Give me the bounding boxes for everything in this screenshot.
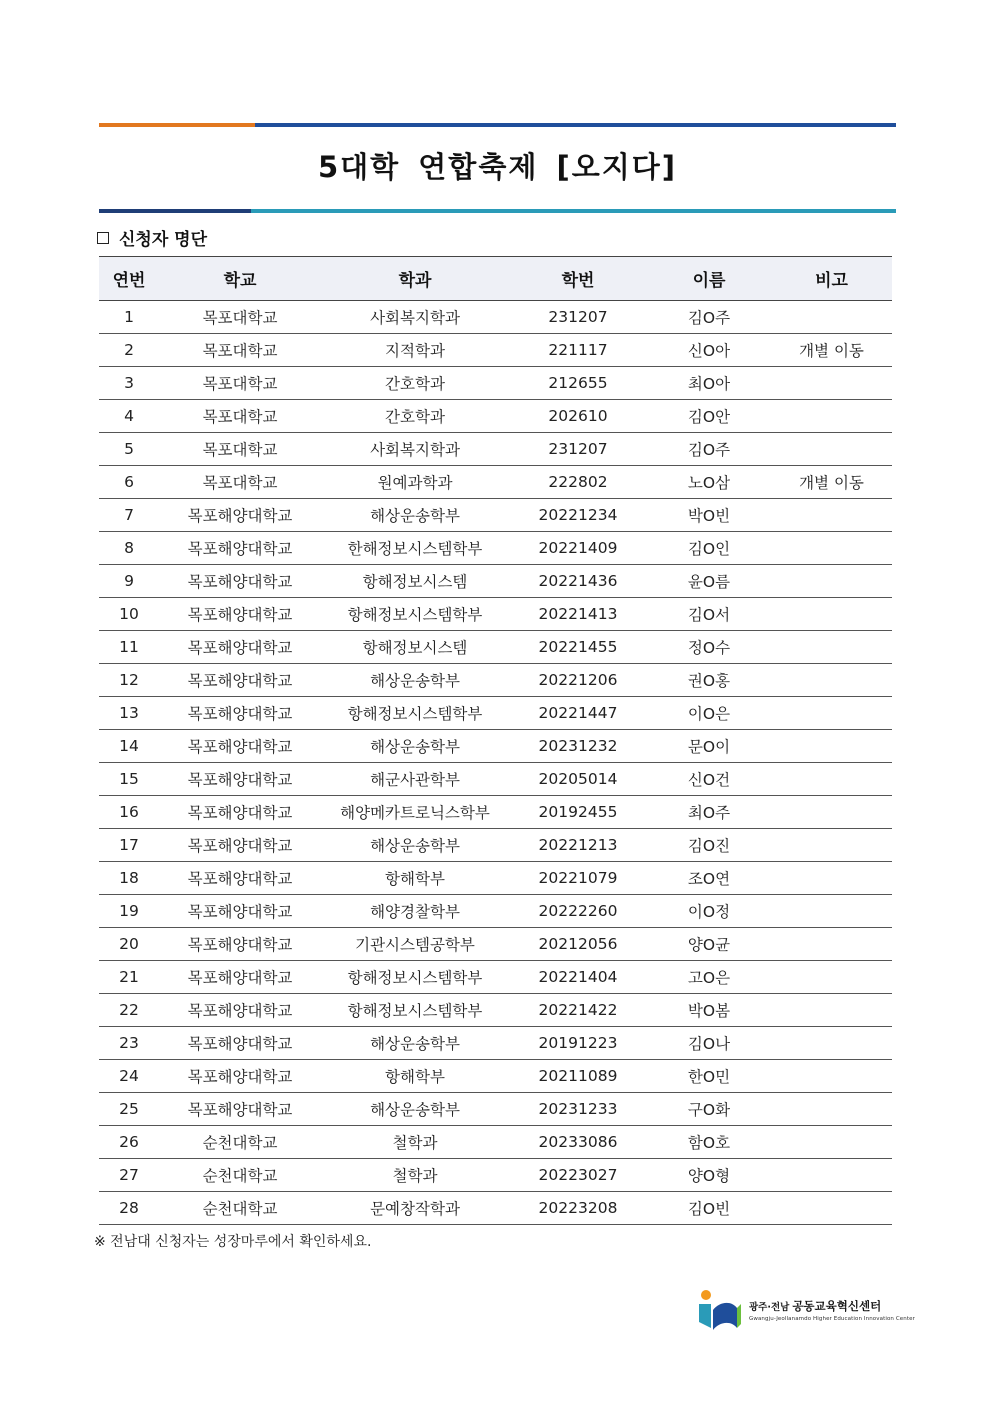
cell-student-id: 20221409 [509,532,647,565]
cell-name: 신O건 [647,763,771,796]
cell-department: 항해정보시스템학부 [321,961,509,994]
cell-department: 항해정보시스템학부 [321,598,509,631]
cell-student-id: 20221447 [509,697,647,730]
cell-number: 20 [99,928,159,961]
cell-name: 이O은 [647,697,771,730]
header-student-id: 학번 [509,257,647,301]
cell-number: 8 [99,532,159,565]
cell-school: 목포해양대학교 [159,829,321,862]
table-row [99,994,892,1027]
cell-department: 해상운송학부 [321,499,509,532]
cell-remarks [771,664,892,697]
cell-remarks [771,994,892,1027]
cell-name: 김O주 [647,433,771,466]
cell-school: 목포해양대학교 [159,697,321,730]
cell-number: 3 [99,367,159,400]
cell-number: 5 [99,433,159,466]
cell-name: 김O인 [647,532,771,565]
table-row [99,895,892,928]
table-row [99,499,892,532]
cell-school: 목포해양대학교 [159,499,321,532]
cell-school: 목포해양대학교 [159,631,321,664]
table-row [99,532,892,565]
cell-school: 목포대학교 [159,433,321,466]
cell-student-id: 231207 [509,301,647,334]
cell-number: 13 [99,697,159,730]
cell-student-id: 20221234 [509,499,647,532]
cell-remarks [771,895,892,928]
table-row [99,862,892,895]
cell-number: 28 [99,1192,159,1225]
cell-school: 목포대학교 [159,334,321,367]
person-book-logo-icon [697,1288,745,1334]
cell-name: 한O민 [647,1060,771,1093]
top-divider-blue [255,123,896,127]
cell-student-id: 20221455 [509,631,647,664]
cell-student-id: 202610 [509,400,647,433]
cell-remarks [771,631,892,664]
cell-school: 목포해양대학교 [159,1093,321,1126]
cell-school: 목포해양대학교 [159,994,321,1027]
cell-school: 목포해양대학교 [159,796,321,829]
cell-student-id: 212655 [509,367,647,400]
section-heading-label: 신청자 명단 [119,230,208,250]
cell-name: 권O홍 [647,664,771,697]
cell-number: 27 [99,1159,159,1192]
table-row [99,1027,892,1060]
table-row [99,928,892,961]
cell-student-id: 20212056 [509,928,647,961]
cell-department: 해상운송학부 [321,730,509,763]
cell-number: 18 [99,862,159,895]
cell-school: 목포해양대학교 [159,928,321,961]
table-row [99,631,892,664]
table-row [99,1192,892,1225]
cell-student-id: 20222260 [509,895,647,928]
cell-remarks [771,565,892,598]
table-row [99,301,892,334]
table-row [99,466,892,499]
table-row [99,664,892,697]
table-row [99,598,892,631]
cell-remarks [771,862,892,895]
cell-number: 26 [99,1126,159,1159]
cell-department: 문예창작학과 [321,1192,509,1225]
cell-department: 항해정보시스템학부 [321,697,509,730]
cell-department: 항해학부 [321,1060,509,1093]
table-row [99,433,892,466]
table-row [99,1126,892,1159]
cell-number: 17 [99,829,159,862]
cell-number: 15 [99,763,159,796]
cell-number: 10 [99,598,159,631]
header-name: 이름 [647,257,771,301]
applicant-table [99,256,892,1225]
cell-student-id: 20231232 [509,730,647,763]
cell-student-id: 20211089 [509,1060,647,1093]
cell-remarks [771,1060,892,1093]
cell-number: 21 [99,961,159,994]
cell-name: 최O주 [647,796,771,829]
cell-number: 14 [99,730,159,763]
table-row [99,730,892,763]
cell-department: 항해정보시스템 [321,631,509,664]
cell-name: 양O형 [647,1159,771,1192]
table-header-row [99,257,892,301]
cell-remarks: 개별 이동 [771,334,892,367]
logo-region: 광주·전남 [749,1302,790,1313]
cell-department: 해군사관학부 [321,763,509,796]
logo-text [749,1298,915,1322]
cell-name: 이O정 [647,895,771,928]
cell-name: 최O아 [647,367,771,400]
cell-name: 김O안 [647,400,771,433]
cell-department: 해상운송학부 [321,1027,509,1060]
cell-number: 7 [99,499,159,532]
top-divider-orange [99,123,255,127]
cell-school: 순천대학교 [159,1126,321,1159]
cell-number: 2 [99,334,159,367]
checkbox-square-icon [97,232,109,244]
cell-remarks [771,367,892,400]
cell-department: 사회복지학과 [321,433,509,466]
table-row [99,829,892,862]
cell-department: 지적학과 [321,334,509,367]
cell-student-id: 20205014 [509,763,647,796]
cell-name: 박O빈 [647,499,771,532]
cell-number: 1 [99,301,159,334]
cell-student-id: 20221436 [509,565,647,598]
table-row [99,961,892,994]
cell-school: 순천대학교 [159,1159,321,1192]
cell-remarks [771,499,892,532]
cell-name: 김O빈 [647,1192,771,1225]
cell-number: 9 [99,565,159,598]
page-title: 5대학 연합축제 [오지다] [317,150,677,184]
cell-school: 목포해양대학교 [159,598,321,631]
cell-student-id: 20221404 [509,961,647,994]
cell-student-id: 20223208 [509,1192,647,1225]
cell-number: 12 [99,664,159,697]
bottom-divider-bar [99,209,896,213]
cell-number: 22 [99,994,159,1027]
table-row [99,367,892,400]
cell-number: 6 [99,466,159,499]
table-row [99,1093,892,1126]
cell-school: 목포대학교 [159,400,321,433]
cell-school: 목포해양대학교 [159,1027,321,1060]
table-row [99,400,892,433]
section-heading [97,225,207,250]
logo-title [749,1298,915,1314]
cell-remarks [771,928,892,961]
cell-remarks [771,1027,892,1060]
cell-number: 25 [99,1093,159,1126]
cell-department: 간호학과 [321,400,509,433]
table-row [99,1159,892,1192]
cell-number: 23 [99,1027,159,1060]
cell-remarks [771,433,892,466]
cell-school: 목포해양대학교 [159,730,321,763]
cell-remarks [771,1126,892,1159]
cell-name: 박O봄 [647,994,771,1027]
header-number: 연번 [99,257,159,301]
cell-student-id: 20192455 [509,796,647,829]
cell-name: 윤O름 [647,565,771,598]
cell-student-id: 20231233 [509,1093,647,1126]
cell-number: 24 [99,1060,159,1093]
table-row [99,796,892,829]
cell-school: 목포해양대학교 [159,961,321,994]
cell-name: 김O진 [647,829,771,862]
cell-department: 해양경찰학부 [321,895,509,928]
cell-school: 목포해양대학교 [159,862,321,895]
cell-number: 16 [99,796,159,829]
table-row [99,334,892,367]
cell-remarks [771,763,892,796]
cell-remarks [771,697,892,730]
cell-remarks [771,532,892,565]
cell-name: 양O균 [647,928,771,961]
cell-department: 간호학과 [321,367,509,400]
cell-name: 김O서 [647,598,771,631]
footnote: ※ 전남대 신청자는 성장마루에서 확인하세요. [94,1234,372,1250]
header-department: 학과 [321,257,509,301]
cell-student-id: 20221213 [509,829,647,862]
cell-name: 정O수 [647,631,771,664]
center-logo [697,1288,915,1334]
cell-department: 해상운송학부 [321,664,509,697]
bottom-divider-teal [251,209,896,213]
cell-school: 목포해양대학교 [159,664,321,697]
table-row [99,1060,892,1093]
cell-student-id: 20223027 [509,1159,647,1192]
cell-name: 문O이 [647,730,771,763]
cell-remarks: 개별 이동 [771,466,892,499]
cell-student-id: 20191223 [509,1027,647,1060]
cell-school: 목포대학교 [159,301,321,334]
header-school: 학교 [159,257,321,301]
cell-student-id: 222802 [509,466,647,499]
cell-department: 항해학부 [321,862,509,895]
cell-remarks [771,1159,892,1192]
cell-school: 순천대학교 [159,1192,321,1225]
cell-school: 목포해양대학교 [159,532,321,565]
cell-student-id: 20221206 [509,664,647,697]
cell-department: 원예과학과 [321,466,509,499]
cell-remarks [771,1192,892,1225]
cell-school: 목포대학교 [159,367,321,400]
cell-school: 목포해양대학교 [159,895,321,928]
table-row [99,697,892,730]
cell-department: 한해정보시스템학부 [321,532,509,565]
cell-department: 철학과 [321,1126,509,1159]
cell-department: 항해정보시스템학부 [321,994,509,1027]
logo-english: Gwangju-Jeollanamdo Higher Education Innovation Center [749,1316,915,1322]
logo-name: 공동교육혁신센터 [792,1299,882,1313]
cell-department: 해상운송학부 [321,829,509,862]
cell-remarks [771,301,892,334]
cell-student-id: 20233086 [509,1126,647,1159]
cell-remarks [771,1093,892,1126]
cell-department: 사회복지학과 [321,301,509,334]
cell-number: 19 [99,895,159,928]
cell-remarks [771,961,892,994]
cell-remarks [771,796,892,829]
cell-student-id: 20221422 [509,994,647,1027]
cell-department: 해상운송학부 [321,1093,509,1126]
cell-student-id: 20221413 [509,598,647,631]
cell-remarks [771,598,892,631]
cell-school: 목포해양대학교 [159,1060,321,1093]
cell-school: 목포해양대학교 [159,763,321,796]
cell-name: 김O나 [647,1027,771,1060]
cell-name: 함O호 [647,1126,771,1159]
top-divider-bar [99,123,896,127]
cell-department: 항해정보시스템 [321,565,509,598]
cell-student-id: 221117 [509,334,647,367]
cell-school: 목포대학교 [159,466,321,499]
cell-department: 해양메카트로닉스학부 [321,796,509,829]
header-remarks: 비고 [771,257,892,301]
cell-name: 김O주 [647,301,771,334]
cell-name: 구O화 [647,1093,771,1126]
cell-remarks [771,829,892,862]
cell-student-id: 20221079 [509,862,647,895]
cell-remarks [771,400,892,433]
cell-name: 노O삼 [647,466,771,499]
cell-number: 11 [99,631,159,664]
cell-name: 신O아 [647,334,771,367]
cell-remarks [771,730,892,763]
cell-school: 목포해양대학교 [159,565,321,598]
table-body [99,301,892,1225]
cell-department: 철학과 [321,1159,509,1192]
cell-student-id: 231207 [509,433,647,466]
table-row [99,763,892,796]
table-row [99,565,892,598]
bottom-divider-navy [99,209,251,213]
cell-department: 기관시스템공학부 [321,928,509,961]
cell-name: 조O연 [647,862,771,895]
cell-name: 고O은 [647,961,771,994]
cell-number: 4 [99,400,159,433]
